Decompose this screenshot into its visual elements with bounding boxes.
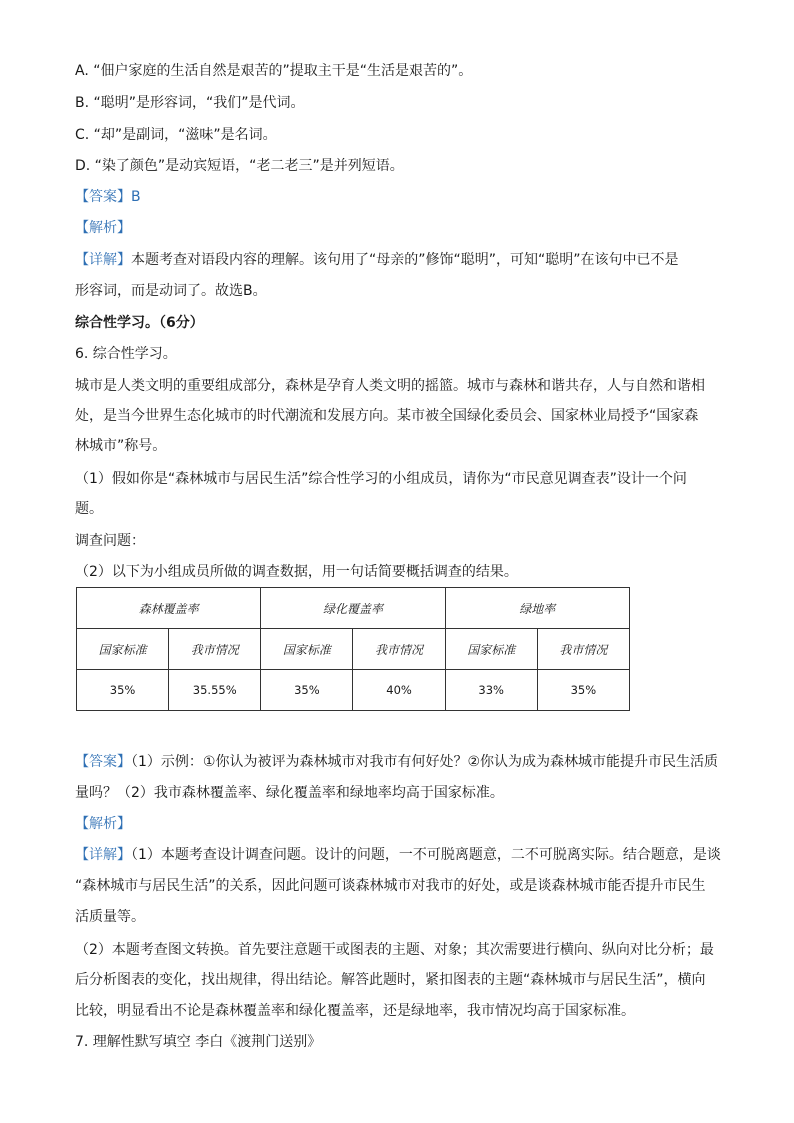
value-cell: 40%	[353, 670, 445, 711]
detail-text-1: 【详解】本题考查对语段内容的理解。该句用了“母亲的”修饰“聪明”，可知“聪明”在该句中已不是	[75, 252, 679, 268]
detail-6-line-4: （2）本题考查图文转换。首先要注意题干或图表的主题、对象；其次需要进行横向、纵向对比分析；最	[75, 942, 714, 958]
detail-6-line-1: 【详解】（1）本题考查设计调查问题。设计的问题，一不可脱离题意，二不可脱离实际。结合题意，是谈	[75, 847, 721, 863]
table-header-row	[77, 588, 630, 629]
subquestion-1-line-1: （1）假如你是“森林城市与居民生活”综合性学习的小组成员，请你为“市民意见调查表”设计一个问	[75, 471, 687, 487]
analysis-heading: 【解析】	[75, 220, 131, 236]
value-cell: 33%	[445, 670, 537, 711]
bracket-label: 【详解】	[75, 847, 131, 863]
answer-6-line-2: 量吗？（2）我市森林覆盖率、绿化覆盖率和绿地率均高于国家标准。	[75, 785, 504, 801]
subquestion-1-line-2: 题。	[75, 501, 103, 517]
detail-6-line-6: 比较，明显看出不论是森林覆盖率和绿化覆盖率，还是绿地率，我市情况均高于国家标准。	[75, 1003, 635, 1019]
answer-6-line-1: 【答案】（1）示例：①你认为被评为森林城市对我市有何好处？②你认为成为森林城市能提升市民生活质	[75, 754, 719, 770]
header-green-space: 绿地率	[445, 588, 629, 629]
detail-6-line-2: “森林城市与居民生活”的关系，因此问题可谈森林城市对我市的好处，或是谈森林城市能否提升市民生	[75, 878, 706, 894]
subheader-cell: 国家标准	[445, 629, 537, 670]
option-c: C. “却”是副词，“滋味”是名词。	[75, 127, 277, 143]
value-cell: 35%	[77, 670, 169, 711]
detail-6-line-5: 后分析图表的变化，找出规律，得出结论。解答此题时，紧扣图表的主题“森林城市与居民生活”，横向	[75, 972, 706, 988]
header-green-coverage: 绿化覆盖率	[261, 588, 445, 629]
subheader-cell: 国家标准	[261, 629, 353, 670]
option-b: B. “聪明”是形容词，“我们”是代词。	[75, 95, 305, 111]
analysis-6-heading: 【解析】	[75, 816, 131, 832]
bracket-label: 【详解】	[75, 252, 131, 268]
question-6-title: 6. 综合性学习。	[75, 346, 177, 362]
subheader-cell: 我市情况	[353, 629, 445, 670]
value-cell: 35%	[261, 670, 353, 711]
section-title: 综合性学习。（6分）	[75, 315, 204, 331]
header-forest-coverage: 森林覆盖率	[77, 588, 261, 629]
detail-text-2: 形容词，而是动词了。故选B。	[75, 283, 267, 299]
subquestion-2: （2）以下为小组成员所做的调查数据，用一句话简要概括调查的结果。	[75, 564, 518, 580]
value-cell: 35.55%	[169, 670, 261, 711]
answer-text: 【答案】B	[75, 189, 141, 205]
table-subheader-row	[77, 629, 630, 670]
question-7-title: 7. 理解性默写填空 李白《渡荆门送别》	[75, 1034, 322, 1050]
detail-6-line-3: 活质量等。	[75, 909, 145, 925]
survey-question-label: 调查问题：	[75, 533, 145, 549]
value-cell: 35%	[537, 670, 629, 711]
subheader-cell: 国家标准	[77, 629, 169, 670]
subheader-cell: 我市情况	[169, 629, 261, 670]
table-values-row	[77, 670, 630, 711]
option-d: D. “染了颜色”是动宾短语，“老二老三”是并列短语。	[75, 158, 404, 174]
subheader-cell: 我市情况	[537, 629, 629, 670]
survey-table	[76, 587, 630, 711]
answer-line	[75, 187, 141, 207]
passage-line-2: 处，是当今世界生态化城市的时代潮流和发展方向。某市被全国绿化委员会、国家林业局授予“国家森	[75, 408, 699, 424]
passage-line-1: 城市是人类文明的重要组成部分，森林是孕育人类文明的摇篮。城市与森林和谐共存，人与自然和谐相	[75, 378, 705, 394]
passage-line-3: 林城市”称号。	[75, 438, 167, 454]
bracket-label: 【答案】	[75, 754, 131, 770]
option-a: A. “佃户家庭的生活自然是艰苦的”提取主干是“生活是艰苦的”。	[75, 63, 473, 79]
